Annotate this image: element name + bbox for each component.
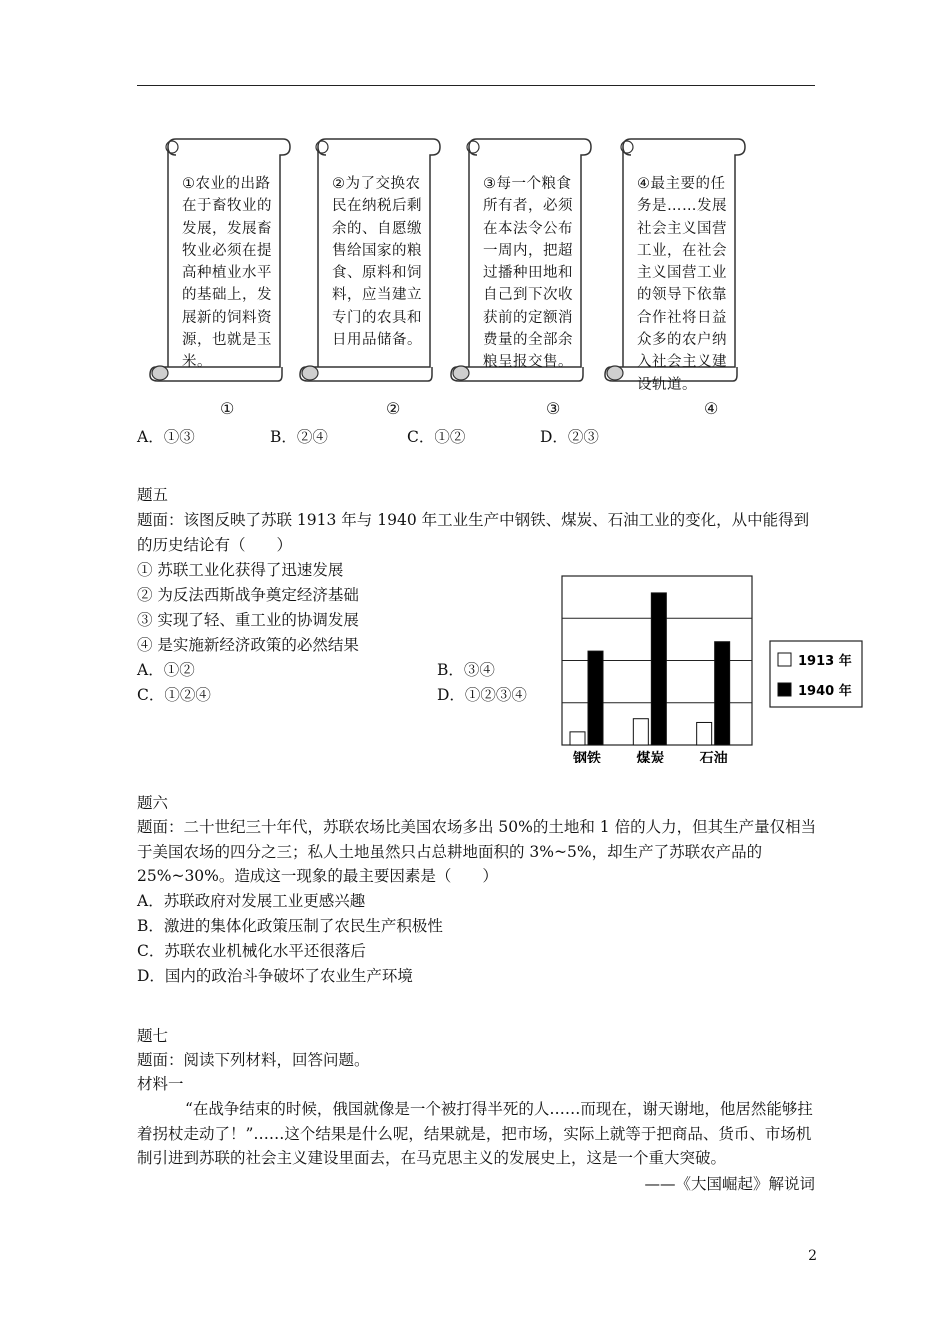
scroll-label: ③ [546, 399, 561, 418]
bar-1913 [570, 732, 585, 745]
q7-material-title: 材料一 [137, 1075, 184, 1093]
scroll-text: ③每一个粮食所有者，必须在本法令公布一周内，把超过播种田地和自己到下次收获前的定额消费量的全部余粮呈报交售。 [483, 176, 573, 371]
scroll-2 [298, 135, 443, 383]
q5-heading: 题五 [137, 486, 169, 504]
q6-option-c: C．苏联农业机械化水平还很落后 [137, 942, 366, 960]
q7-heading: 题七 [137, 1027, 169, 1045]
bar-1940 [651, 593, 666, 745]
q5-item-3: ③ 实现了轻、重工业的协调发展 [137, 611, 359, 629]
q5-option-b: B．③④ [437, 661, 495, 679]
q6-option-a: A．苏联政府对发展工业更感兴趣 [137, 892, 366, 910]
q5-stem: 题面：该图反映了苏联 1913 年与 1940 年工业生产中钢铁、煤炭、石油工业的变化，从中能得到 [137, 511, 810, 529]
q7-stem: 题面：阅读下列材料，回答问题。 [137, 1051, 370, 1069]
bar-chart-svg [530, 568, 875, 763]
q5-item-4: ④ 是实施新经济政策的必然结果 [137, 636, 359, 654]
q6-option-b: B．激进的集体化政策压制了农民生产积极性 [137, 917, 443, 935]
legend-swatch [778, 653, 791, 666]
q6-option-d: D．国内的政治斗争破坏了农业生产环境 [137, 967, 413, 985]
q6-heading: 题六 [137, 794, 169, 812]
legend-label: 1940 年 [798, 684, 852, 699]
q5-stem-cont: 的历史结论有（ ） [137, 536, 293, 554]
bar-chart [530, 568, 875, 763]
bar-1940 [588, 651, 603, 745]
scroll-text: ①农业的出路在于畜牧业的发展，发展畜牧业必须在提高种植业水平的基础上，发展新的饲料资源，也就是玉米。 [182, 176, 272, 371]
scroll-label: ② [386, 399, 401, 418]
category-label: 煤炭 [636, 751, 665, 763]
bar-1913 [633, 719, 648, 745]
q5-option-c: C．①②④ [137, 686, 211, 704]
q4-option-b: B．②④ [270, 428, 328, 446]
category-label: 钢铁 [573, 751, 601, 763]
scroll-label: ④ [704, 399, 719, 418]
bar-1913 [697, 722, 712, 745]
scroll-text: ④最主要的任务是……发展社会主义国营工业，在社会主义国营工业的领导下依靠合作社将日益众多的农户纳入社会主义建设轨道。 [637, 176, 727, 393]
legend-label: 1913 年 [798, 654, 852, 669]
q5-option-d: D．①②③④ [437, 686, 527, 704]
legend-swatch [778, 683, 791, 696]
q4-option-d: D．②③ [540, 428, 599, 446]
scroll-3 [449, 135, 594, 383]
q4-option-c: C．①② [407, 428, 466, 446]
q4-option-a: A．①③ [137, 428, 195, 446]
q5-option-a: A．①② [137, 661, 195, 679]
scroll-4 [603, 135, 748, 393]
header-rule [137, 85, 815, 86]
bar-1940 [715, 642, 730, 745]
scroll-label: ① [220, 399, 235, 418]
q5-item-2: ② 为反法西斯战争奠定经济基础 [137, 586, 359, 604]
scroll-1 [148, 135, 293, 383]
q6-stem: 题面：二十世纪三十年代，苏联农场比美国农场多出 50%的土地和 1 倍的人力，但其生产量仅相当于美国农场的四分之三；私人土地虽然只占总耕地面积的 3%~5%，却生产了苏联农产品的 25%~30%。造成这一现象的最主要因素是（ ） [137, 818, 817, 885]
category-label: 石油 [699, 751, 728, 763]
q7-source: ——《大国崛起》解说词 [644, 1175, 815, 1193]
page-number: 2 [808, 1248, 817, 1264]
scroll-text: ②为了交换农民在纳税后剩余的、自愿缴售给国家的粮食、原料和饲料，应当建立专门的农具和日用品储备。 [332, 176, 422, 349]
q5-item-1: ① 苏联工业化获得了迅速发展 [137, 561, 344, 579]
q7-material: “在战争结束的时候，俄国就像是一个被打得半死的人……而现在，谢天谢地，他居然能够拄着拐杖走动了！”……这个结果是什么呢，结果就是，把市场，实际上就等于把商品、货币、市场机制引进到苏联的社会主义建设里面去，在马克思主义的发展史上，这是一个重大突破。 [137, 1100, 813, 1167]
